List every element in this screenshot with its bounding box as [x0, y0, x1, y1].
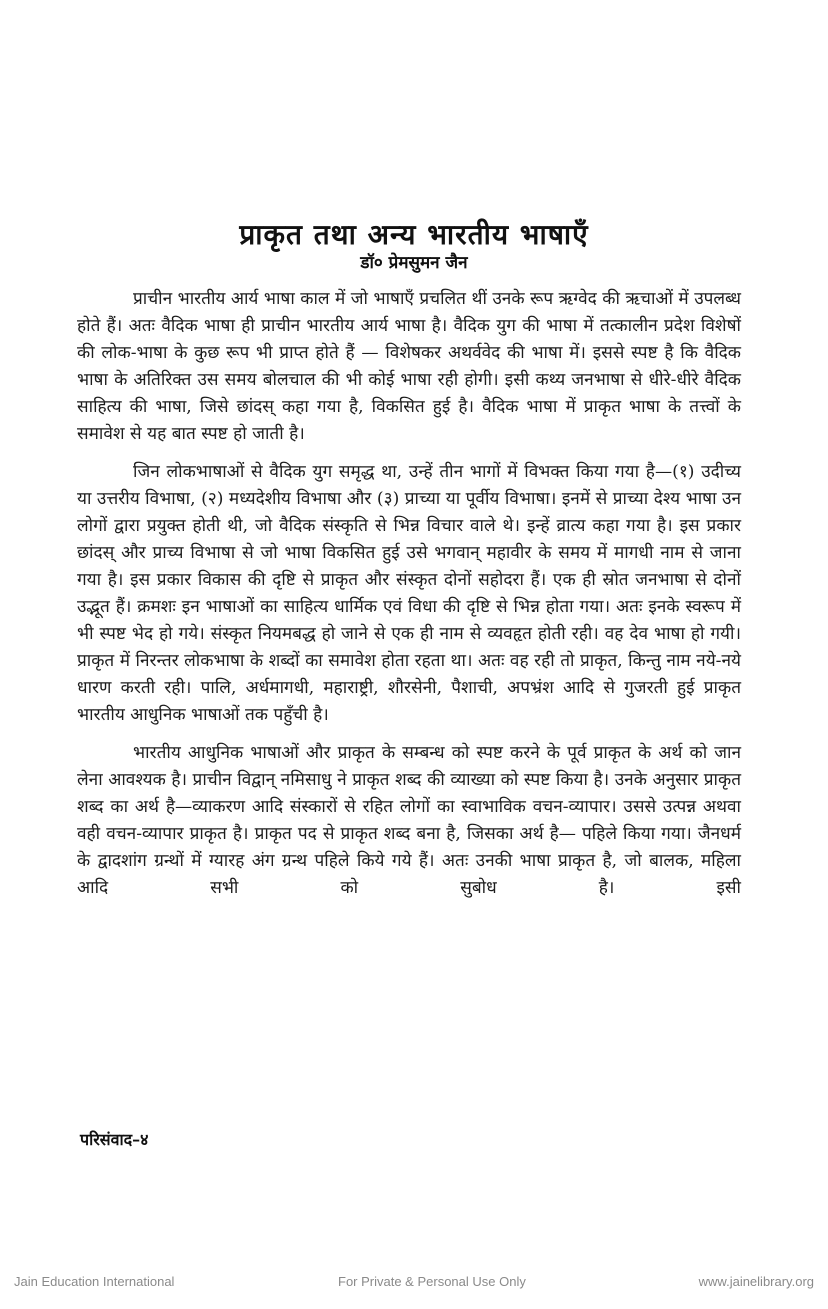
page-label: परिसंवाद–४: [80, 1130, 149, 1149]
watermark-usage-notice: For Private & Personal Use Only: [338, 1274, 526, 1289]
article-title: प्राकृत तथा अन्य भारतीय भाषाएँ: [239, 217, 589, 251]
watermark-footer: [0, 1270, 828, 1294]
article-body: [77, 286, 741, 913]
paragraph-1: प्राचीन भारतीय आर्य भाषा काल में जो भाषाएँ प्रचलित थीं उनके रूप ऋग्वेद की ऋचाओं में उपलब्ध होते हैं। अतः वैदिक भाषा ही प्राचीन भारतीय आर्य भाषा है। वैदिक युग की भाषा में तत्कालीन प्रदेश विशेषों की लोक-भाषा के कुछ रूप भी प्राप्त होते हैं — विशेषकर अथर्ववेद की भाषा में। इससे स्पष्ट है कि वैदिक भाषा के अतिरिक्त उस समय बोलचाल की भी कोई भाषा रही होगी। इसी कथ्य जनभाषा से धीरे-धीरे वैदिक साहित्य की भाषा, जिसे छांदस् कहा गया है, विकसित हुई है। वैदिक भाषा में प्राकृत भाषा के तत्त्वों के समावेश से यह बात स्पष्ट हो जाती है।: [77, 289, 741, 444]
paragraph-2: जिन लोकभाषाओं से वैदिक युग समृद्ध था, उन्हें तीन भागों में विभक्त किया गया है—(१) उदीच्य या उत्तरीय विभाषा, (२) मध्यदेशीय विभाषा और (३) प्राच्या या पूर्वीय विभाषा। इनमें से प्राच्या देश्य भाषा उन लोगों द्वारा प्रयुक्त होती थी, जो वैदिक संस्कृति से भिन्न विचार वाले थे। इन्हें व्रात्य कहा गया है। इस प्रकार छांदस् और प्राच्य विभाषा से जो भाषा विकसित हुई उसे भगवान् महावीर के समय में मागधी नाम से जाना गया है। इस प्रकार विकास की दृष्टि से प्राकृत और संस्कृत दोनों सहोदरा हैं। एक ही स्रोत जनभाषा से दोनों उद्भूत हैं। क्रमशः इन भाषाओं का साहित्य धार्मिक एवं विधा की दृष्टि से भिन्न होता गया। अतः इनके स्वरूप में भी स्पष्ट भेद हो गये। संस्कृत नियमबद्ध हो जाने से एक ही नाम से व्यवहृत होती रही। वह देव भाषा हो गयी। प्राकृत में निरन्तर लोकभाषा के शब्दों का समावेश होता रहता था। अतः वह रही तो प्राकृत, किन्तु नाम नये-नये धारण करती रही। पालि, अर्धमागधी, महाराष्ट्री, शौरसेनी, पैशाची, अपभ्रंश आदि से गुजरती हुई प्राकृत भारतीय आधुनिक भाषाओं तक पहुँची है।: [77, 462, 741, 725]
paragraph-3: भारतीय आधुनिक भाषाओं और प्राकृत के सम्बन्ध को स्पष्ट करने के पूर्व प्राकृत के अर्थ को जान लेना आवश्यक है। प्राचीन विद्वान् नमिसाधु ने प्राकृत शब्द की व्याख्या को स्पष्ट किया है। उनके अनुसार प्राकृत शब्द का अर्थ है—व्याकरण आदि संस्कारों से रहित लोगों का स्वाभाविक वचन-व्यापार। उससे उत्पन्न अथवा वही वचन-व्यापार प्राकृत है। प्राकृत पद से प्राकृत शब्द बना है, जिसका अर्थ है— पहिले किया गया। जैनधर्म के द्वादशांग ग्रन्थों में ग्यारह अंग ग्रन्थ पहिले किये गये हैं। अतः उनकी भाषा प्राकृत है, जो बालक, महिला आदि सभी को सुबोध है। इसी: [77, 743, 741, 898]
watermark-website-link[interactable]: www.jainelibrary.org: [698, 1274, 814, 1289]
article-author: डॉ० प्रेमसुमन जैन: [360, 253, 468, 273]
watermark-publisher: Jain Education International: [14, 1274, 175, 1289]
